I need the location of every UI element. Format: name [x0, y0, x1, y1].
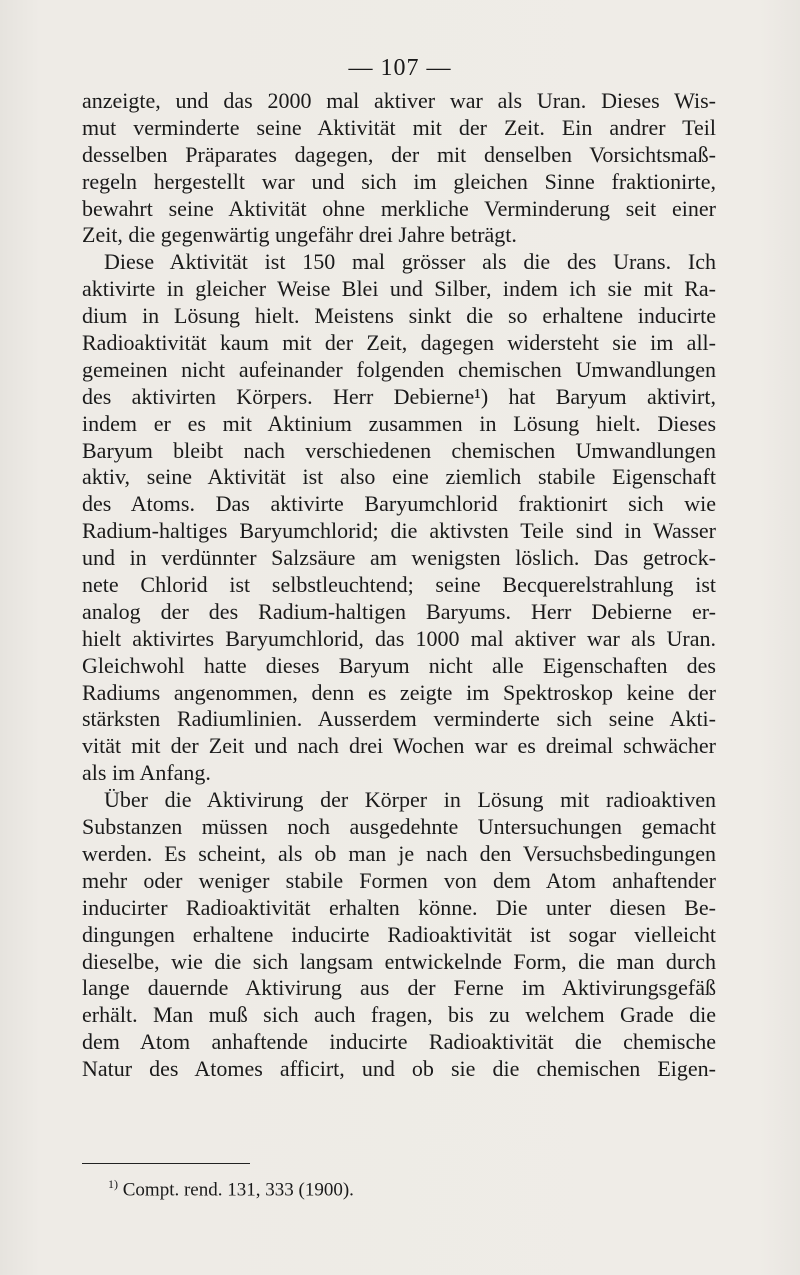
text-line: desselben Präparates dagegen, der mit denselben Vorsichtsmaß-	[82, 141, 716, 167]
text-line: Gleichwohl hatte dieses Baryum nicht alle Eigenschaften des	[82, 652, 716, 678]
text-line: Natur des Atomes afficirt, und ob sie die chemischen Eigen-	[82, 1056, 716, 1082]
text-line: lange dauernde Aktivirung aus der Ferne im Aktivirungsgefäß	[82, 975, 716, 1001]
footnote-divider	[82, 1163, 250, 1164]
text-line: nete Chlorid ist selbstleuchtend; seine Becquerelstrahlung ist	[82, 572, 716, 598]
text-line: dem Atom anhaftende inducirte Radioaktivität die chemische	[82, 1029, 716, 1055]
text-line: vität mit der Zeit und nach drei Wochen war es dreimal schwächer	[82, 733, 716, 759]
text-line: und in verdünnter Salzsäure am wenigsten löslich. Das getrock-	[82, 545, 716, 571]
footnote-text: Compt. rend. 131, 333 (1900).	[122, 1179, 354, 1201]
text-line: aktivirte in gleicher Weise Blei und Silber, indem ich sie mit Ra-	[82, 276, 716, 302]
text-line: indem er es mit Aktinium zusammen in Lösung hielt. Dieses	[82, 410, 716, 436]
footnote	[108, 1172, 354, 1202]
page-number: — 107 —	[348, 55, 452, 81]
text-line: erhält. Man muß sich auch fragen, bis zu welchem Grade die	[82, 1002, 716, 1028]
text-line: inducirter Radioaktivität erhalten könne. Die unter diesen Be-	[82, 894, 716, 920]
text-line: als im Anfang.	[82, 760, 211, 786]
text-line: Diese Aktivität ist 150 mal grösser als die des Urans. Ich	[104, 249, 716, 275]
text-line: mehr oder weniger stabile Formen von dem Atom anhaftender	[82, 867, 716, 893]
text-line: Radiums angenommen, denn es zeigte im Spektroskop keine der	[82, 679, 716, 705]
text-line: werden. Es scheint, als ob man je nach den Versuchsbedingungen	[82, 840, 716, 866]
text-line: des Atoms. Das aktivirte Baryumchlorid fraktionirt sich wie	[82, 491, 716, 517]
text-line: analog der des Radium-haltigen Baryums. Herr Debierne er-	[82, 598, 716, 624]
body-text	[82, 88, 716, 1083]
text-line: Über die Aktivirung der Körper in Lösung mit radioaktiven	[104, 787, 716, 813]
text-line: regeln hergestellt war und sich im gleichen Sinne fraktionirte,	[82, 168, 716, 194]
text-line: aktiv, seine Aktivität ist also eine ziemlich stabile Eigenschaft	[82, 464, 716, 490]
text-line: dium in Lösung hielt. Meistens sinkt die so erhaltene inducirte	[82, 303, 716, 329]
text-line: Substanzen müssen noch ausgedehnte Untersuchungen gemacht	[82, 814, 716, 840]
text-line: stärksten Radiumlinien. Ausserdem verminderte sich seine Akti-	[82, 706, 716, 732]
text-line: Zeit, die gegenwärtig ungefähr drei Jahre beträgt.	[82, 222, 517, 248]
text-line: hielt aktivirtes Baryumchlorid, das 1000 mal aktiver war als Uran.	[82, 625, 716, 651]
text-line: Radium-haltiges Baryumchlorid; die aktivsten Teile sind in Wasser	[82, 518, 716, 544]
text-line: Radioaktivität kaum mit der Zeit, dagegen widersteht sie im all-	[82, 330, 716, 356]
text-line: Baryum bleibt nach verschiedenen chemischen Umwandlungen	[82, 437, 716, 463]
text-line: dingungen erhaltene inducirte Radioaktivität ist sogar vielleicht	[82, 921, 716, 947]
text-line: bewahrt seine Aktivität ohne merkliche Verminderung seit einer	[82, 195, 716, 221]
text-line: des aktivirten Körpers. Herr Debierne¹) hat Baryum aktivirt,	[82, 383, 716, 409]
text-line: mut verminderte seine Aktivität mit der Zeit. Ein andrer Teil	[82, 114, 716, 140]
text-line: gemeinen nicht aufeinander folgenden chemischen Umwandlungen	[82, 356, 716, 382]
text-line: dieselbe, wie die sich langsam entwickelnde Form, die man durch	[82, 948, 716, 974]
text-line: anzeigte, und das 2000 mal aktiver war als Uran. Dieses Wis-	[82, 88, 716, 113]
footnote-marker: 1)	[108, 1177, 118, 1191]
